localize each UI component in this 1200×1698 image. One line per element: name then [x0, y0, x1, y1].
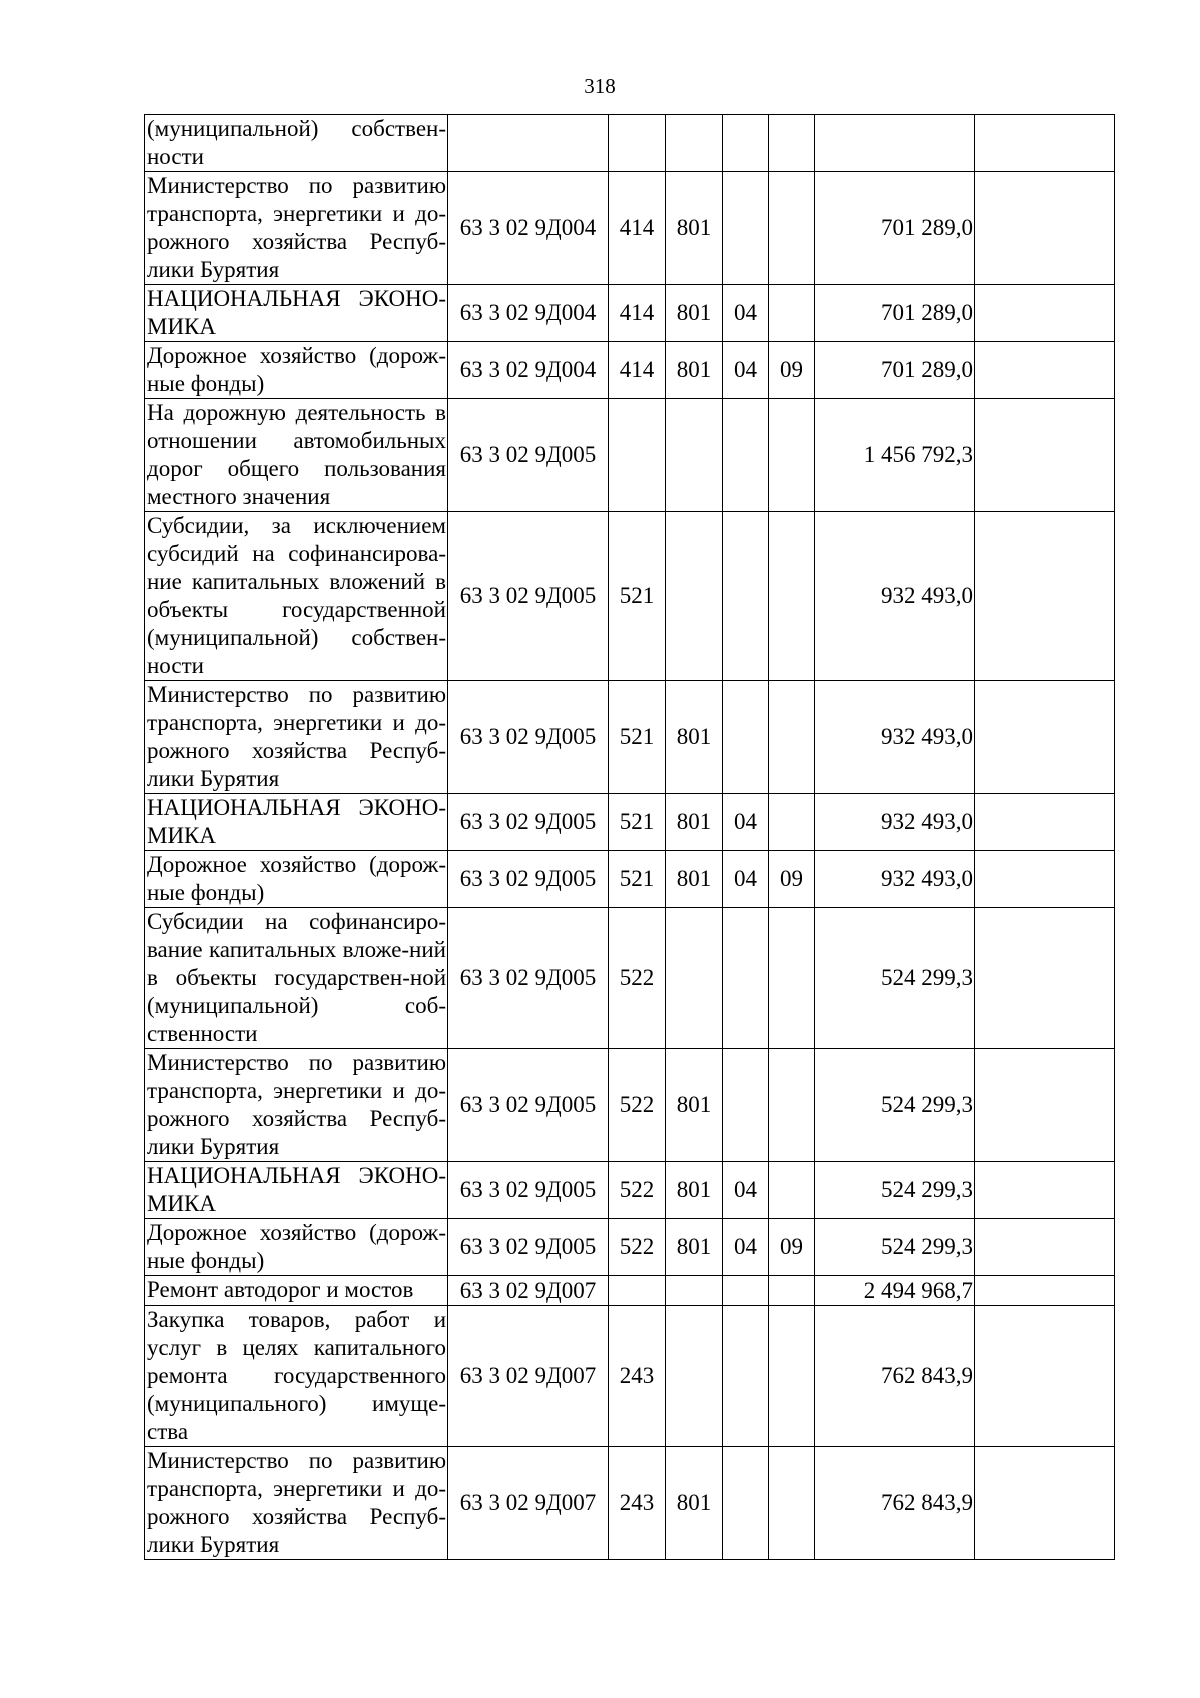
table-row — [145, 399, 1115, 512]
cell-expense-type: 521 — [609, 681, 666, 794]
cell-target-code: 63 3 02 9Д007 — [448, 1447, 609, 1560]
budget-table — [144, 114, 1115, 1560]
cell-expense-type: 522 — [609, 1049, 666, 1162]
cell-amount: 524 299,3 — [815, 1049, 975, 1162]
cell-empty — [975, 115, 1115, 172]
cell-name: Ремонт автодорог и мостов — [145, 1276, 448, 1306]
cell-target-code: 63 3 02 9Д005 — [448, 512, 609, 681]
cell-amount: 762 843,9 — [815, 1447, 975, 1560]
cell-empty — [975, 794, 1115, 851]
table-row — [145, 1276, 1115, 1306]
cell-target-code: 63 3 02 9Д004 — [448, 172, 609, 285]
cell-amount: 2 494 968,7 — [815, 1276, 975, 1306]
cell-amount: 524 299,3 — [815, 1219, 975, 1276]
cell-name: Министерство по развитию транспорта, энергетики и до-рожного хозяйства Респуб-лики Бурятия — [145, 172, 448, 285]
cell-amount: 701 289,0 — [815, 285, 975, 342]
cell-subsection: 09 — [769, 342, 815, 399]
table-body — [145, 115, 1115, 1560]
cell-section — [723, 1447, 769, 1560]
table-row — [145, 1162, 1115, 1219]
cell-subsection — [769, 794, 815, 851]
cell-administrator: 801 — [666, 285, 723, 342]
cell-subsection — [769, 681, 815, 794]
table-row — [145, 512, 1115, 681]
cell-empty — [975, 681, 1115, 794]
cell-amount: 701 289,0 — [815, 342, 975, 399]
cell-name: НАЦИОНАЛЬНАЯ ЭКОНО-МИКА — [145, 794, 448, 851]
cell-target-code: 63 3 02 9Д005 — [448, 851, 609, 908]
cell-expense-type: 414 — [609, 342, 666, 399]
cell-administrator: 801 — [666, 681, 723, 794]
cell-name: На дорожную деятельность в отношении автомобильных дорог общего пользования местного значения — [145, 399, 448, 512]
cell-administrator — [666, 512, 723, 681]
table-row — [145, 1306, 1115, 1447]
cell-section — [723, 681, 769, 794]
cell-amount: 932 493,0 — [815, 681, 975, 794]
table-row — [145, 172, 1115, 285]
cell-empty — [975, 1219, 1115, 1276]
table-row — [145, 908, 1115, 1049]
cell-subsection — [769, 1306, 815, 1447]
cell-empty — [975, 1306, 1115, 1447]
cell-amount: 762 843,9 — [815, 1306, 975, 1447]
cell-name: Субсидии на софинансиро-вание капитальных вложе-ний в объекты государствен-ной (муниципальной) соб-ственности — [145, 908, 448, 1049]
table-row — [145, 681, 1115, 794]
cell-expense-type: 414 — [609, 285, 666, 342]
cell-subsection — [769, 172, 815, 285]
cell-target-code: 63 3 02 9Д004 — [448, 285, 609, 342]
cell-target-code: 63 3 02 9Д005 — [448, 1162, 609, 1219]
cell-section: 04 — [723, 342, 769, 399]
cell-name: НАЦИОНАЛЬНАЯ ЭКОНО-МИКА — [145, 1162, 448, 1219]
page-number: 318 — [584, 74, 616, 98]
cell-target-code: 63 3 02 9Д004 — [448, 342, 609, 399]
cell-expense-type: 414 — [609, 172, 666, 285]
cell-name: Закупка товаров, работ и услуг в целях капитального ремонта государственного (муниципального) имуще-ства — [145, 1306, 448, 1447]
cell-administrator — [666, 115, 723, 172]
cell-administrator — [666, 908, 723, 1049]
cell-subsection — [769, 399, 815, 512]
cell-target-code: 63 3 02 9Д007 — [448, 1276, 609, 1306]
cell-expense-type: 521 — [609, 794, 666, 851]
cell-section — [723, 1049, 769, 1162]
cell-section — [723, 512, 769, 681]
cell-subsection — [769, 908, 815, 1049]
cell-section — [723, 172, 769, 285]
cell-empty — [975, 1276, 1115, 1306]
cell-administrator: 801 — [666, 1219, 723, 1276]
cell-empty — [975, 285, 1115, 342]
cell-empty — [975, 851, 1115, 908]
cell-subsection — [769, 1162, 815, 1219]
cell-amount — [815, 115, 975, 172]
cell-administrator: 801 — [666, 172, 723, 285]
table-row — [145, 1219, 1115, 1276]
cell-name: Министерство по развитию транспорта, энергетики и до-рожного хозяйства Респуб-лики Бурятия — [145, 681, 448, 794]
cell-target-code: 63 3 02 9Д005 — [448, 794, 609, 851]
cell-section: 04 — [723, 851, 769, 908]
cell-expense-type — [609, 399, 666, 512]
table-row — [145, 342, 1115, 399]
cell-section: 04 — [723, 794, 769, 851]
cell-subsection — [769, 285, 815, 342]
cell-target-code: 63 3 02 9Д005 — [448, 908, 609, 1049]
cell-subsection: 09 — [769, 1219, 815, 1276]
cell-administrator: 801 — [666, 342, 723, 399]
cell-subsection — [769, 115, 815, 172]
cell-empty — [975, 342, 1115, 399]
cell-administrator: 801 — [666, 851, 723, 908]
cell-administrator — [666, 1306, 723, 1447]
cell-name: НАЦИОНАЛЬНАЯ ЭКОНО-МИКА — [145, 285, 448, 342]
cell-empty — [975, 172, 1115, 285]
cell-name: Дорожное хозяйство (дорож-ные фонды) — [145, 851, 448, 908]
cell-section — [723, 908, 769, 1049]
cell-amount: 932 493,0 — [815, 794, 975, 851]
cell-amount: 1 456 792,3 — [815, 399, 975, 512]
cell-expense-type: 243 — [609, 1447, 666, 1560]
cell-amount: 932 493,0 — [815, 851, 975, 908]
cell-empty — [975, 1162, 1115, 1219]
cell-section — [723, 399, 769, 512]
cell-target-code: 63 3 02 9Д005 — [448, 681, 609, 794]
cell-target-code: 63 3 02 9Д005 — [448, 1219, 609, 1276]
cell-subsection — [769, 1447, 815, 1560]
cell-amount: 524 299,3 — [815, 1162, 975, 1219]
cell-administrator: 801 — [666, 794, 723, 851]
cell-administrator: 801 — [666, 1049, 723, 1162]
cell-administrator: 801 — [666, 1162, 723, 1219]
cell-section: 04 — [723, 1162, 769, 1219]
cell-empty — [975, 908, 1115, 1049]
cell-expense-type — [609, 115, 666, 172]
cell-section — [723, 1276, 769, 1306]
cell-amount: 701 289,0 — [815, 172, 975, 285]
cell-empty — [975, 1447, 1115, 1560]
cell-section: 04 — [723, 1219, 769, 1276]
cell-name: Дорожное хозяйство (дорож-ные фонды) — [145, 342, 448, 399]
cell-section: 04 — [723, 285, 769, 342]
table-row — [145, 851, 1115, 908]
table-row — [145, 1049, 1115, 1162]
cell-empty — [975, 399, 1115, 512]
cell-target-code: 63 3 02 9Д005 — [448, 399, 609, 512]
cell-name: Дорожное хозяйство (дорож-ные фонды) — [145, 1219, 448, 1276]
cell-expense-type: 522 — [609, 908, 666, 1049]
cell-target-code: 63 3 02 9Д007 — [448, 1306, 609, 1447]
cell-administrator — [666, 399, 723, 512]
cell-amount: 524 299,3 — [815, 908, 975, 1049]
table-row — [145, 1447, 1115, 1560]
cell-empty — [975, 512, 1115, 681]
cell-target-code: 63 3 02 9Д005 — [448, 1049, 609, 1162]
cell-administrator — [666, 1276, 723, 1306]
cell-expense-type: 521 — [609, 851, 666, 908]
cell-expense-type: 521 — [609, 512, 666, 681]
table-row — [145, 115, 1115, 172]
cell-subsection — [769, 512, 815, 681]
cell-name: Субсидии, за исключением субсидий на софинансирова-ние капитальных вложений в объекты государственной (муниципальной) собствен-ности — [145, 512, 448, 681]
cell-section — [723, 1306, 769, 1447]
cell-subsection: 09 — [769, 851, 815, 908]
cell-name: Министерство по развитию транспорта, энергетики и до-рожного хозяйства Респуб-лики Бурятия — [145, 1049, 448, 1162]
cell-name: Министерство по развитию транспорта, энергетики и до-рожного хозяйства Респуб-лики Бурятия — [145, 1447, 448, 1560]
cell-expense-type — [609, 1276, 666, 1306]
cell-amount: 932 493,0 — [815, 512, 975, 681]
cell-expense-type: 522 — [609, 1219, 666, 1276]
table-row — [145, 794, 1115, 851]
cell-expense-type: 522 — [609, 1162, 666, 1219]
cell-target-code — [448, 115, 609, 172]
table-row — [145, 285, 1115, 342]
cell-empty — [975, 1049, 1115, 1162]
cell-expense-type: 243 — [609, 1306, 666, 1447]
cell-subsection — [769, 1276, 815, 1306]
cell-subsection — [769, 1049, 815, 1162]
cell-name: (муниципальной) собствен-ности — [145, 115, 448, 172]
cell-administrator: 801 — [666, 1447, 723, 1560]
cell-section — [723, 115, 769, 172]
